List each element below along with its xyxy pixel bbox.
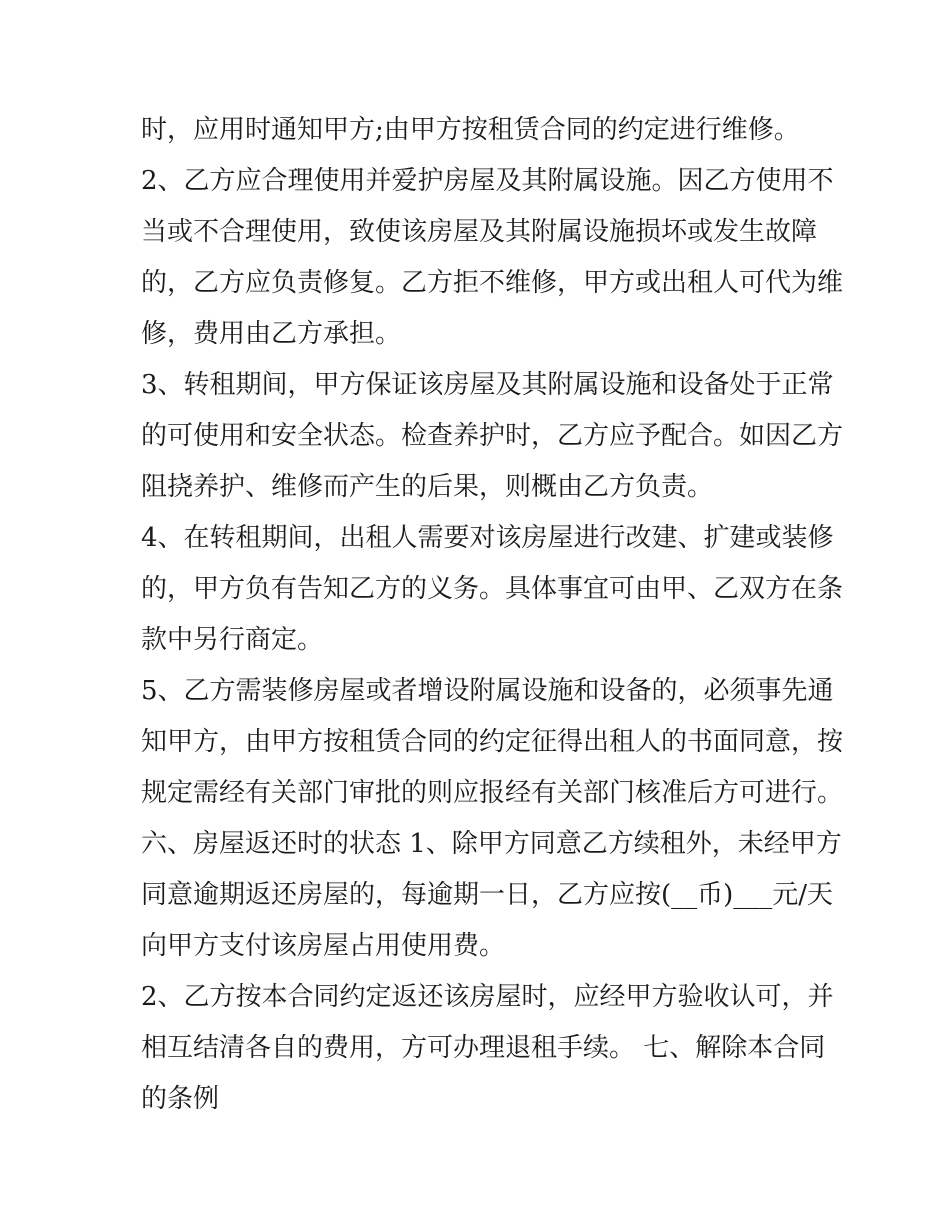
text-line: 2、乙方应合理使用并爱护房屋及其附属设施。因乙方使用不 (141, 166, 834, 196)
text-line: 六、房屋返还时的状态 1、除甲方同意乙方续租外，未经甲方 (141, 829, 842, 859)
text-line: 向甲方支付该房屋占用使用费。 (141, 931, 506, 961)
text-line: 相互结清各自的费用，方可办理退租手续。 七、解除本合同 (141, 1033, 826, 1063)
text-line: 的，甲方负有告知乙方的义务。具体事宜可由甲、乙双方在条 (141, 574, 844, 604)
text-line: 3、转租期间，甲方保证该房屋及其附属设施和设备处于正常 (141, 370, 834, 400)
text-line: 4、在转租期间，出租人需要对该房屋进行改建、扩建或装修 (141, 523, 834, 553)
text-line: 同意逾期返还房屋的，每逾期一日，乙方应按(__币)___元/天 (141, 880, 834, 910)
text-line: 当或不合理使用，致使该房屋及其附属设施损坏或发生故障 (141, 217, 818, 247)
text-line: 阻挠养护、维修而产生的后果，则概由乙方负责。 (141, 472, 714, 502)
contract-text (141, 105, 844, 1125)
text-line: 5、乙方需装修房屋或者增设附属设施和设备的，必须事先通 (141, 676, 834, 706)
text-line: 2、乙方按本合同约定返还该房屋时，应经甲方验收认可，并 (141, 982, 834, 1012)
text-line: 修，费用由乙方承担。 (141, 319, 402, 349)
text-line: 规定需经有关部门审批的则应报经有关部门核准后方可进行。 (141, 778, 844, 808)
text-line: 的，乙方应负责修复。乙方拒不维修，甲方或出租人可代为维 (141, 268, 844, 298)
text-line: 知甲方，由甲方按租赁合同的约定征得出租人的书面同意，按 (141, 727, 844, 757)
text-line: 的条例 (141, 1084, 220, 1114)
text-line: 时，应用时通知甲方;由甲方按租赁合同的约定进行维修。 (141, 115, 800, 145)
text-line: 款中另行商定。 (141, 625, 324, 655)
text-line: 的可使用和安全状态。检查养护时，乙方应予配合。如因乙方 (141, 421, 844, 451)
